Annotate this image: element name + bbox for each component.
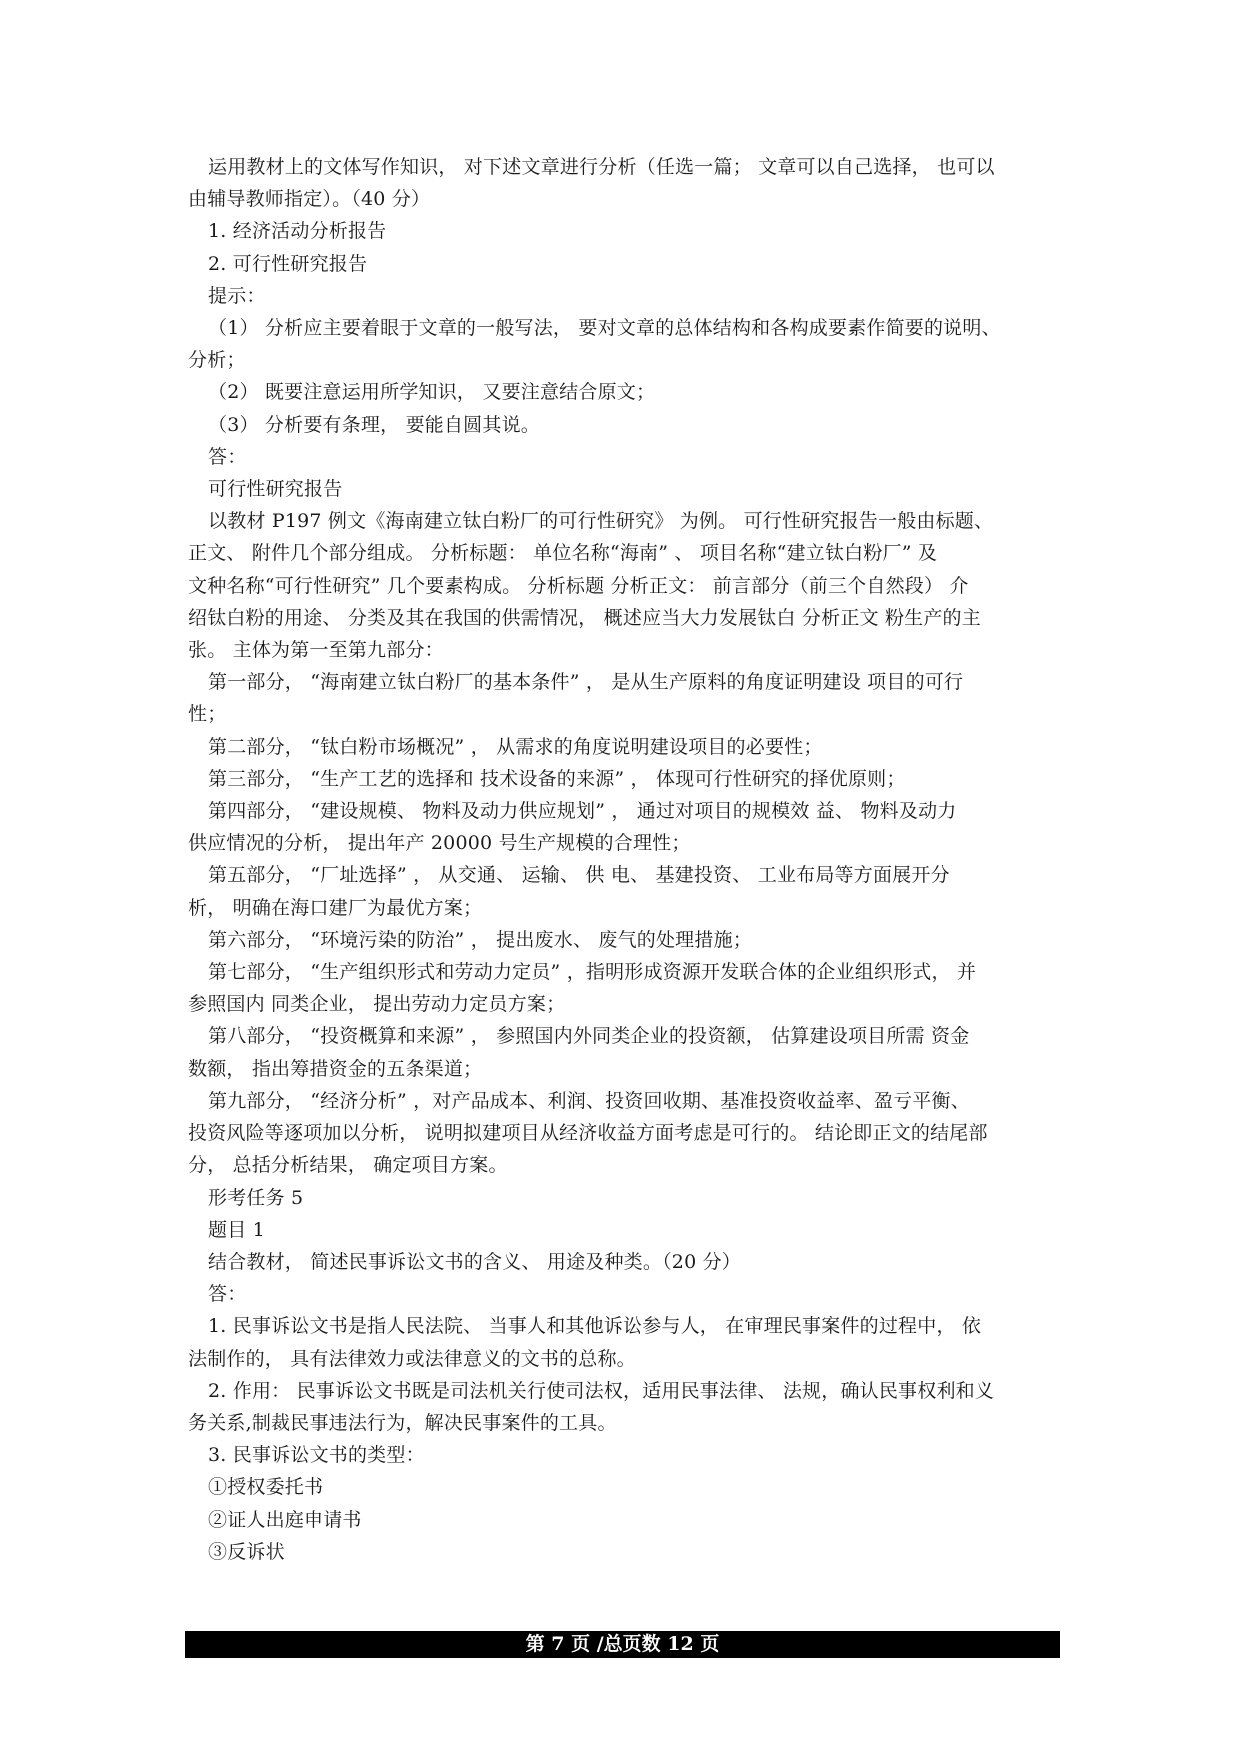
text-line: 文种名称“可行性研究” 几个要素构成。 分析标题 分析正文： 前言部分（前三个自然段） 介	[188, 574, 969, 597]
text-line: 1. 经济活动分析报告	[208, 220, 387, 243]
text-line: 1. 民事诉讼文书是指人民法院、 当事人和其他诉讼参与人， 在审理民事案件的过程中， 依	[208, 1315, 982, 1338]
text-line: 第五部分， “厂址选择” ， 从交通、 运输、 供 电、 基建投资、 工业布局等方面展开分	[208, 864, 950, 887]
text-line: 2. 作用： 民事诉讼文书既是司法机关行使司法权，适用民事法律、 法规，确认民事权利和义	[208, 1379, 995, 1402]
text-line: 数额， 指出筹措资金的五条渠道；	[188, 1057, 483, 1080]
text-line: 正文、 附件几个部分组成。 分析标题： 单位名称“海南” 、 项目名称“建立钛白粉厂” 及	[188, 542, 938, 565]
text-line: 绍钛白粉的用途、 分类及其在我国的供需情况， 概述应当大力发展钛白 分析正文 粉生产的主	[188, 606, 981, 629]
text-line: 第七部分， “生产组织形式和劳动力定员” ，指明形成资源开发联合体的企业组织形式， 并	[208, 961, 977, 984]
text-line: 3. 民事诉讼文书的类型：	[208, 1444, 425, 1467]
text-line: 第一部分， “海南建立钛白粉厂的基本条件” ， 是从生产原料的角度证明建设 项目的可行	[208, 671, 964, 694]
text-line: （2） 既要注意运用所学知识， 又要注意结合原文；	[208, 381, 656, 404]
text-line: 务关系,制裁民事违法行为，解决民事案件的工具。	[188, 1411, 617, 1434]
text-line: 参照国内 同类企业， 提出劳动力定员方案；	[188, 993, 566, 1016]
text-line: ②证人出庭申请书	[208, 1508, 362, 1531]
text-line: 分析；	[188, 349, 246, 372]
text-line: 投资风险等逐项加以分析， 说明拟建项目从经济收益方面考虑是可行的。 结论即正文的结尾部	[188, 1122, 988, 1145]
page-footer	[185, 1631, 1060, 1658]
text-line: 分， 总括分析结果， 确定项目方案。	[188, 1154, 508, 1177]
text-line: 第八部分， “投资概算和来源” ， 参照国内外同类企业的投资额， 估算建设项目所需 资金	[208, 1025, 970, 1048]
text-line: ①授权委托书	[208, 1476, 324, 1499]
text-line: 答：	[208, 1283, 247, 1306]
text-line: 析， 明确在海口建厂为最优方案；	[188, 896, 483, 919]
text-line: 结合教材， 简述民事诉讼文书的含义、 用途及种类。（20 分）	[208, 1250, 741, 1273]
text-line: 运用教材上的文体写作知识， 对下述文章进行分析（任选一篇； 文章可以自己选择， 也可以	[208, 156, 995, 178]
text-line: 2. 可行性研究报告	[208, 252, 368, 275]
text-line: （1） 分析应主要着眼于文章的一般写法， 要对文章的总体结构和各构成要素作简要的说明、	[208, 317, 1001, 340]
text-line: 第二部分， “钛白粉市场概况” ， 从需求的角度说明建设项目的必要性；	[208, 735, 823, 758]
text-line: 张。 主体为第一至第九部分：	[188, 639, 444, 662]
text-line: 第三部分， “生产工艺的选择和 技术设备的来源” ， 体现可行性研究的择优原则；	[208, 767, 906, 790]
text-line: （3） 分析要有条理， 要能自圆其说。	[208, 413, 540, 436]
text-line: 题目 1	[208, 1218, 265, 1241]
text-line: 提示：	[208, 284, 266, 307]
text-line: ③反诉状	[208, 1540, 285, 1563]
text-line: 性；	[188, 703, 227, 726]
text-line: 形考任务 5	[208, 1186, 304, 1209]
page-number-text: 第 7 页 /总页数 12 页	[525, 1633, 720, 1655]
document-body	[188, 151, 1068, 1568]
text-line: 第四部分， “建设规模、 物料及动力供应规划” ， 通过对项目的规模效 益、 物料及动力	[208, 800, 957, 823]
text-line: 第六部分， “环境污染的防治” ， 提出废水、 废气的处理措施；	[208, 928, 752, 951]
text-line: 可行性研究报告	[208, 478, 343, 501]
text-line: 由辅导教师指定）。（40 分）	[188, 188, 431, 211]
text-line: 第九部分， “经济分析” ，对产品成本、利润、投资回收期、基准投资收益率、盈亏平衡、	[208, 1089, 970, 1112]
text-line: 供应情况的分析， 提出年产 20000 号生产规模的合理性；	[188, 832, 691, 855]
text-line: 以教材 P197 例文《海南建立钛白粉厂的可行性研究》 为例。 可行性研究报告一般由标题、	[208, 510, 994, 533]
text-line: 答：	[208, 445, 247, 468]
text-line: 法制作的， 具有法律效力或法律意义的文书的总称。	[188, 1347, 636, 1370]
